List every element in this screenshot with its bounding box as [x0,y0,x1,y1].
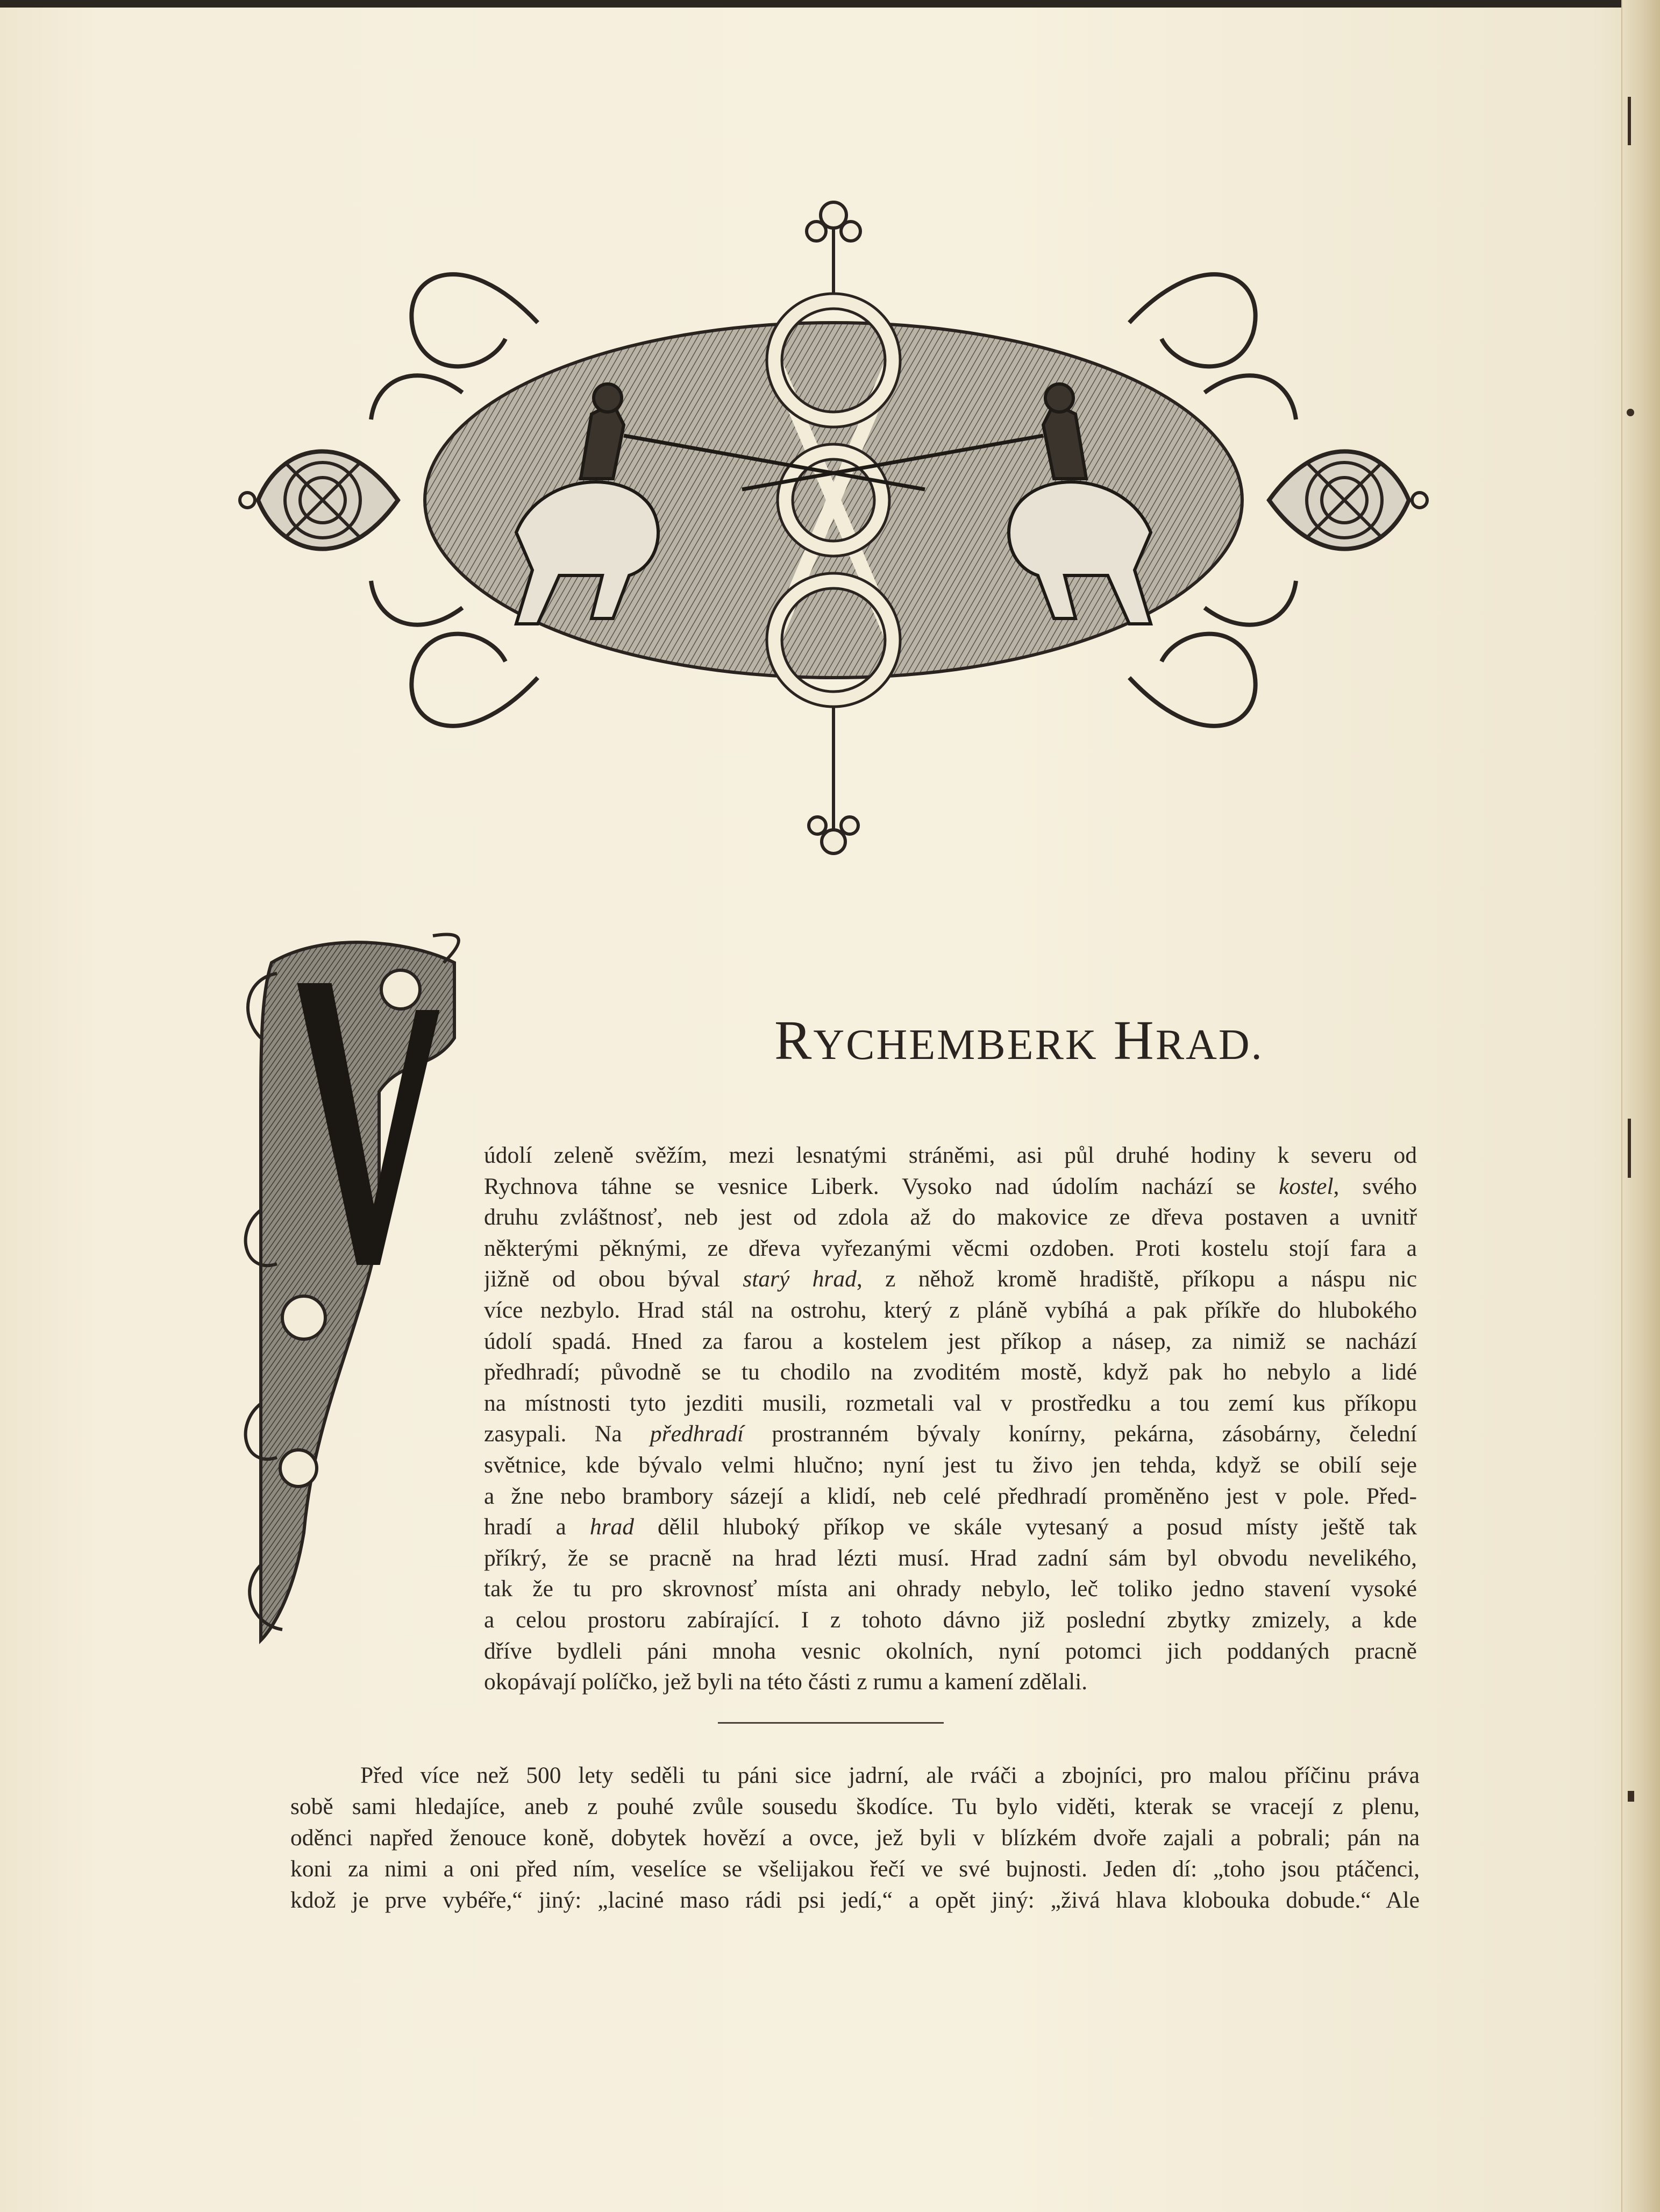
text-line: více nezbylo. Hrad stál na ostrohu, který z pláně vybíhá a pak příkře do hlubokého [484,1297,1417,1323]
text-line: Před více než 500 lety seděli tu páni sice jadrní, ale rváči a zbojníci, pro malou příčinu práva [360,1762,1420,1788]
second-paragraph [290,1760,1420,1916]
text-line: příkrý, že se pracně na hrad lézti musí. Hrad zadní sám byl obvodu nevelikého, [484,1545,1417,1571]
opening-paragraph [484,1140,1417,1698]
text-line: jižně od obou býval starý hrad, z něhož kromě hradiště, příkopu a náspu nic [484,1266,1417,1292]
text-line: předhradí; původně se tu chodilo na zvoditém mostě, když pak ho nebylo a lidé [484,1359,1417,1385]
edge-mark [1627,409,1634,416]
text-line: druhu zvláštnosť, neb jest od zdola až do makovice ze dřeva postaven a uvnitř [484,1204,1417,1231]
text-line: na místnosti tyto jezditi musili, rozmetali val v prostředku a tou zemí kus příkopu [484,1390,1417,1416]
text-line: hradí a hrad dělil hluboký příkop ve skále vytesaný a posud místy ještě tak [484,1514,1417,1540]
chapter-title: RYCHEMBERK HRAD. [774,1009,1264,1071]
edge-mark [1628,97,1631,145]
ornamental-headpiece [237,199,1430,860]
illuminated-initial [239,930,465,1651]
text-line: koni za nimi a oni před ním, veselíce se všelijakou řečí ve své bujnosti. Jeden dí: „toho jsou ptáčenci, [290,1856,1420,1882]
text-line: údolí zeleně svěžím, mezi lesnatými stráněmi, asi půl druhé hodiny k severu od [484,1142,1417,1168]
edge-mark [1628,1119,1631,1178]
text-line: údolí spadá. Hned za farou a kostelem jest příkop a násep, za nimiž se nachází [484,1328,1417,1354]
text-line: a celou prostoru zabírající. I z tohoto dávno již poslední zbytky zmizely, a kde [484,1606,1417,1633]
text-line: světnice, kde bývalo velmi hlučno; nyní jest tu živo jen tehda, když se obilí seje [484,1452,1417,1478]
text-line: některými pěknými, ze dřeva vyřezanými věcmi ozdoben. Proti kostelu stojí fara a [484,1235,1417,1261]
text-line: sobě sami hledajíce, aneb z pouhé zvůle sousedu škodíce. Tu bylo viděti, kterak se vracejí z plenu, [290,1794,1420,1819]
scan-top-border [0,0,1660,8]
text-line: kdož je prve vybéře,“ jiný: „laciné maso rádi psi jedí,“ a opět jiný: „živá hlava klobouka dobude.“ Ale [290,1887,1420,1913]
text-line: dříve bydleli páni mnoha vesnic okolních, nyní potomci jich poddaných pracně [484,1638,1417,1664]
text-line: zasypali. Na předhradí prostranném bývaly konírny, pekárna, zásobárny, čelední [484,1421,1417,1447]
text-line: oděnci napřed ženouce koně, dobytek hovězí a ovce, jež byli v blízkém dvoře zajali a pobrali; pán na [290,1825,1420,1851]
text-line: tak že tu pro skrovnosť místa ani ohrady nebylo, leč toliko jedno stavení vysoké [484,1576,1417,1602]
edge-mark [1628,1791,1634,1802]
text-line: Rychnova táhne se vesnice Liberk. Vysoko nad údolím nachází se kostel, svého [484,1173,1417,1199]
section-divider [718,1722,944,1724]
text-line: a žne nebo brambory sázejí a klidí, neb celé předhradí proměněno jest v pole. Před- [484,1483,1417,1509]
text-line: okopávají políčko, jež byli na této části z rumu a kamení zdělali. [484,1669,1088,1695]
page-edge [1621,0,1660,2212]
